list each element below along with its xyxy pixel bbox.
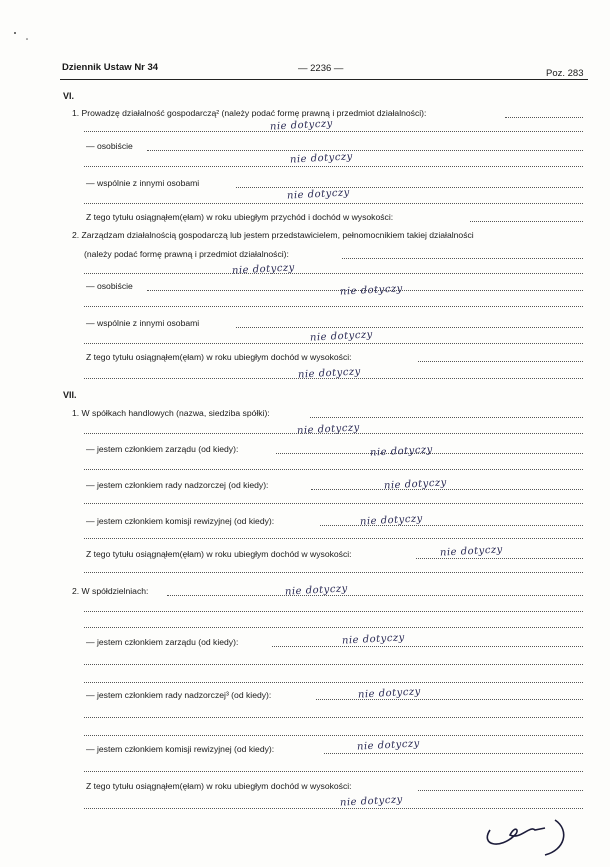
- answer-line: [236, 327, 583, 328]
- board-label-2: — jestem członkiem zarządu (od kiedy):: [86, 637, 239, 647]
- personally-label-2: — osobiście: [86, 281, 133, 291]
- answer-line: [84, 131, 583, 132]
- answer-line: [311, 489, 583, 490]
- handwritten-answer: nie dotyczy: [339, 794, 404, 809]
- q7-1-text: 1. W spółkach handlowych (nazwa, siedziba spółki):: [72, 408, 270, 418]
- section-7-label: VII.: [63, 390, 77, 400]
- journal-title: Dziennik Ustaw Nr 34: [62, 62, 159, 73]
- handwritten-answer: nie dotyczy: [359, 513, 424, 528]
- income-label: Z tego tytułu osiągnąłem(ęłam) w roku ubiegłym przychód i dochód w wysokości:: [86, 212, 394, 222]
- q7-2-text: 2. W spółdzielniach:: [72, 586, 149, 596]
- supervisory-label-2: — jestem członkiem rady nadzorczej³ (od kiedy):: [86, 690, 272, 700]
- answer-line: [418, 361, 583, 362]
- answer-line: [84, 538, 583, 539]
- board-label: — jestem członkiem zarządu (od kiedy):: [86, 444, 239, 454]
- answer-line: [84, 682, 583, 683]
- answer-line: [84, 611, 583, 612]
- handwritten-answer: nie dotyczy: [286, 187, 351, 202]
- answer-line: [342, 258, 583, 259]
- answer-line: [310, 417, 583, 418]
- answer-line: [84, 273, 583, 274]
- personally-label: — osobiście: [86, 141, 133, 151]
- answer-line: [324, 753, 583, 754]
- answer-line: [84, 469, 583, 470]
- answer-line: [84, 378, 583, 379]
- audit-label-2: — jestem członkiem komisji rewizyjnej (od kiedy):: [86, 744, 275, 754]
- handwritten-answer: nie dotyczy: [289, 151, 354, 166]
- income-label-3: Z tego tytułu osiągnąłem(ęłam) w roku ubiegłym dochód w wysokości:: [86, 549, 352, 559]
- answer-line: [84, 735, 583, 736]
- position-number: Poz. 283: [546, 68, 584, 79]
- handwritten-answer: nie dotyczy: [439, 544, 504, 559]
- handwritten-answer: nie dotyczy: [356, 738, 421, 753]
- handwritten-answer: nie dotyczy: [383, 477, 448, 492]
- handwritten-answer: nie dotyczy: [297, 366, 362, 381]
- answer-line: [84, 771, 583, 772]
- handwritten-answer: nie dotyczy: [284, 583, 349, 598]
- page-number: — 2236 —: [298, 63, 344, 74]
- answer-line: [167, 595, 583, 596]
- answer-line: [236, 187, 583, 188]
- handwritten-answer: nie dotyczy: [309, 329, 374, 344]
- scan-specks: [5, 25, 45, 55]
- answer-line: [84, 717, 583, 718]
- handwritten-answer: nie dotyczy: [296, 422, 361, 437]
- jointly-label: — wspólnie z innymi osobami: [86, 178, 200, 188]
- answer-line: [418, 790, 583, 791]
- handwritten-answer: nie dotyczy: [341, 632, 406, 647]
- answer-line: [470, 221, 583, 222]
- answer-line: [505, 117, 583, 118]
- income-label-4: Z tego tytułu osiągnąłem(ęłam) w roku ubiegłym dochód w wysokości:: [86, 781, 352, 791]
- handwritten-answer: nie dotyczy: [369, 444, 434, 459]
- answer-line: [316, 699, 583, 700]
- signature: [460, 800, 580, 860]
- handwritten-answer: nie dotyczy: [357, 686, 422, 701]
- handwritten-answer: nie dotyczy: [339, 283, 404, 298]
- answer-line: [84, 343, 583, 344]
- q6-2-line1: 2. Zarządzam działalnością gospodarczą lub jestem przedstawicielem, pełnomocnikiem takiej działalności: [72, 230, 474, 240]
- jointly-label-2: — wspólnie z innymi osobami: [86, 318, 200, 328]
- q6-2-line2: (należy podać formę prawną i przedmiot działalności):: [84, 249, 289, 259]
- answer-line: [84, 306, 583, 307]
- supervisory-label: — jestem członkiem rady nadzorczej (od kiedy):: [86, 480, 269, 490]
- handwritten-answer: nie dotyczy: [231, 262, 296, 277]
- answer-line: [84, 203, 583, 204]
- answer-line: [84, 664, 583, 665]
- answer-line: [272, 646, 583, 647]
- audit-label: — jestem członkiem komisji rewizyjnej (od kiedy):: [86, 516, 275, 526]
- answer-line: [84, 572, 583, 573]
- handwritten-answer: nie dotyczy: [269, 118, 334, 133]
- answer-line: [84, 503, 583, 504]
- answer-line: [84, 433, 583, 434]
- answer-line: [84, 627, 583, 628]
- answer-line: [84, 166, 583, 167]
- q6-1-text: 1. Prowadzę działalność gospodarczą² (należy podać formę prawną i przedmiot działalności):: [72, 108, 427, 118]
- income-label-2: Z tego tytułu osiągnąłem(ęłam) w roku ubiegłym dochód w wysokości:: [86, 352, 352, 362]
- header-rule: [60, 79, 588, 80]
- answer-line: [147, 150, 583, 151]
- section-6-label: VI.: [63, 91, 75, 101]
